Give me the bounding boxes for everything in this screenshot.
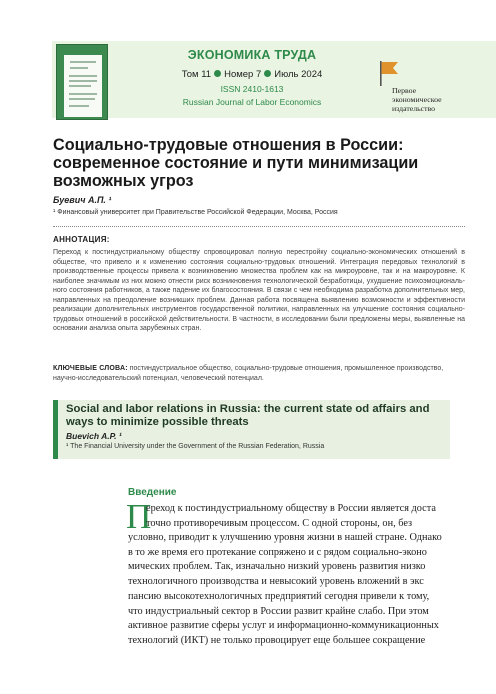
body-line: условно, приводит к улучшению уровня жизни в нашей стране. Однако	[128, 532, 442, 543]
drop-cap: П	[126, 497, 152, 536]
article-authors: Буевич А.П. ¹	[53, 195, 112, 205]
keywords-label: КЛЮЧЕВЫЕ СЛОВА:	[53, 365, 128, 372]
body-line: пансию высокотехнологичных предприятий сегодня привели к тому,	[128, 590, 430, 602]
english-title: Social and labor relations in Russia: the current state od affairs and ways to minimize possible threats	[66, 403, 430, 428]
body-line: мических проблем. Так, изначально низкий уровень развития низко	[128, 561, 426, 573]
abstract-text: Переход к постиндустриальному обществу спровоцировал полную перестройку социально-экономических отношений в обществе, что привело и к изменению состояния социально-трудовых отношений. Интеграция передовых технологий в производственные процессы привела к возникновению множества проблем как на микроуровне, так и на макроуровне. К наиболее значимым из них можно отнести риск возникновения технологической безработицы, ухудшение психоэмоционального состояния работников, а также падение их благосостояния. В связи с чем необходима разработка дополнительных мер, направленных на преодоление возникших проблем. Данная работа посвящена выявлению возможности и эффективности реализации дополнительных инструментов государственной политики, направленных на улучшение состояния социально-трудовых отношений в российской действительности. В частности, в исследовании были предложены меры, выявленные на основании анализа опыта зарубежных стран.	[53, 249, 465, 332]
journal-title: ЭКОНОМИКА ТРУДА	[187, 48, 317, 62]
body-line: что индустриальный сектор в России развит крайне слабо. При этом	[128, 605, 429, 617]
journal-issue-line	[112, 69, 392, 80]
abstract-heading: АННОТАЦИЯ:	[53, 235, 110, 244]
body-line: ереход к постиндустриальному обществу в России является доста	[146, 503, 436, 514]
separator-dot-icon	[264, 70, 271, 77]
issue-number: Номер 7	[224, 69, 262, 80]
body-line: технологичного производства и невысокий уровень вложений в экс	[128, 576, 424, 588]
body-line: технологий (ИКТ) не только провоцирует еще большее сокращение	[128, 634, 426, 646]
english-summary-accent-bar	[53, 400, 58, 459]
keywords-text: постиндустриальное общество, социально-трудовые отношения, промышленное производство, научно-исследовательский потенциал, человеческий потенциал.	[53, 365, 444, 382]
body-line: в то же время его протекание сопряжено и с рядом социально-эконо	[128, 546, 427, 558]
divider	[53, 226, 465, 227]
english-affiliation: ¹ The Financial University under the Government of the Russian Federation, Russia	[66, 443, 325, 450]
volume: Том 11	[181, 69, 212, 80]
separator-dot-icon	[214, 70, 221, 77]
publisher-name: Первое экономическое издательство	[392, 86, 442, 113]
journal-english-name: Russian Journal of Labor Economics	[182, 97, 322, 107]
body-first-lines	[146, 502, 466, 531]
article-title: Социально-трудовые отношения в России: современное состояние и пути минимизации возможных угроз	[53, 136, 419, 190]
journal-cover-thumbnail	[56, 44, 108, 120]
article-affiliation: ¹ Финансовый университет при Правительстве Российской Федерации, Москва, Россия	[53, 209, 338, 216]
issue-date: Июль 2024	[274, 69, 323, 80]
keywords	[53, 364, 465, 383]
english-authors: Buevich A.P. ¹	[66, 431, 122, 441]
body-line: активное развитие сферы услуг и информационно-коммуникационных	[128, 620, 439, 632]
body-line: точно противоречивым процессом. С одной стороны, он, без	[146, 517, 413, 529]
publisher-flag-icon	[378, 60, 400, 86]
body-text	[128, 531, 466, 649]
journal-issn: ISSN 2410-1613	[220, 84, 284, 94]
section-heading-introduction: Введение	[128, 487, 177, 498]
